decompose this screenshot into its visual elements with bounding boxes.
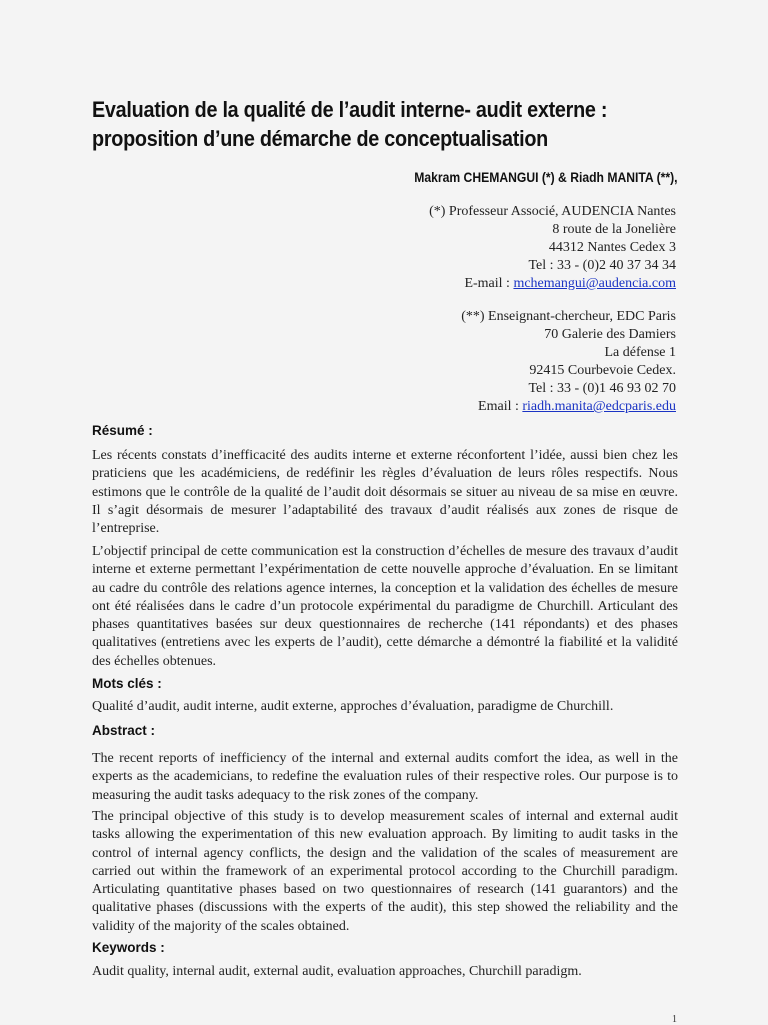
affiliation-2: [276, 308, 676, 416]
keywords-heading: Keywords :: [92, 940, 165, 955]
affiliation-2-email-row: [276, 398, 676, 416]
email-label: Email :: [478, 399, 523, 414]
resume-paragraph-1: Les récents constats d’inefficacité des audits interne et externe réconfortent l’idée, aussi bien chez les praticiens que les académiciens, de redéfinir les règles d’évaluation de leurs rôles respectifs. Nous estimons que le contrôle de la qualité de l’audit doit désormais se situer au niveau de sa mise en œuvre. Il s’agit désormais de mesurer l’adaptabilité des travaux d’audit réalisés aux zones de risque de l’entreprise.: [92, 448, 678, 537]
affiliation-1-email-row: [276, 275, 676, 293]
mots-cles-heading: Mots clés :: [92, 676, 162, 691]
abstract-heading: Abstract :: [92, 723, 156, 738]
authors-line: Makram CHEMANGUI (*) & Riadh MANITA (**),: [414, 170, 678, 185]
affiliation-2-street: 70 Galerie des Damiers: [544, 327, 676, 342]
keywords-text: Audit quality, internal audit, external audit, evaluation approaches, Churchill paradigm.: [92, 964, 582, 979]
abstract-paragraph-2: The principal objective of this study is to develop measurement scales of internal and external audit tasks allowing the experimentation of this new evaluation approach. By limiting to audit tasks in the control of internal agency conflicts, the design and the validation of the scales of measurement are carried out within the framework of an experimental protocol according to the Churchill paradigm. Articulating quantitative phases based on two questionnaires of research (141 guarantors) and the qualitative phases (discussions with the experts of the audit), this step showed the reliability and the validity of the majority of the scales obtained.: [92, 809, 678, 934]
affiliation-2-phone: Tel : 33 - (0)1 46 93 02 70: [528, 381, 676, 396]
affiliation-1-street: 8 route de la Jonelière: [552, 222, 676, 237]
page-number: 1: [672, 1014, 677, 1025]
resume-paragraph-2: L’objectif principal de cette communication est la construction d’échelles de mesure des travaux d’audit interne et externe permettant l’expérimentation de cette nouvelle approche d’évaluation. En se limitant au cadre du contrôle des relations agence internes, la conception et la validation des échelles de mesure ont été réalisées dans le cadre d’un protocole expérimental du paradigme de Churchill. Articulant des phases quantitatives basées sur deux questionnaires de recherche (141 répondants) et des phases qualitatives (entretiens avec les experts de l’audit), cette démarche a démontré la fiabilité et la validité des échelles obtenues.: [92, 544, 678, 669]
abstract-paragraph-1: The recent reports of inefficiency of the internal and external audits comfort the idea, as well in the experts as the academicians, to redefine the evaluation rules of their respective roles. Our purpose is to measuring the audit tasks adequacy to the risk zones of the company.: [92, 751, 678, 803]
affiliation-2-position: (**) Enseignant-chercheur, EDC Paris: [461, 309, 676, 324]
email-link-manita[interactable]: riadh.manita@edcparis.edu: [522, 399, 676, 414]
mots-cles-text: Qualité d’audit, audit interne, audit externe, approches d’évaluation, paradigme de Churchill.: [92, 699, 614, 714]
paper-title: Evaluation de la qualité de l’audit interne- audit externe : proposition d’une démarche de conceptualisation: [92, 97, 608, 151]
affiliation-1-position: (*) Professeur Associé, AUDENCIA Nantes: [429, 204, 676, 219]
affiliation-1-city: 44312 Nantes Cedex 3: [548, 240, 676, 255]
affiliation-2-district: La défense 1: [604, 345, 676, 360]
affiliation-2-city: 92415 Courbevoie Cedex.: [529, 363, 676, 378]
affiliation-1-phone: Tel : 33 - (0)2 40 37 34 34: [528, 258, 676, 273]
resume-heading: Résumé :: [92, 423, 153, 438]
affiliation-1: [276, 203, 676, 293]
email-link-chemangui[interactable]: mchemangui@audencia.com: [513, 276, 676, 291]
email-label: E-mail :: [464, 276, 514, 291]
